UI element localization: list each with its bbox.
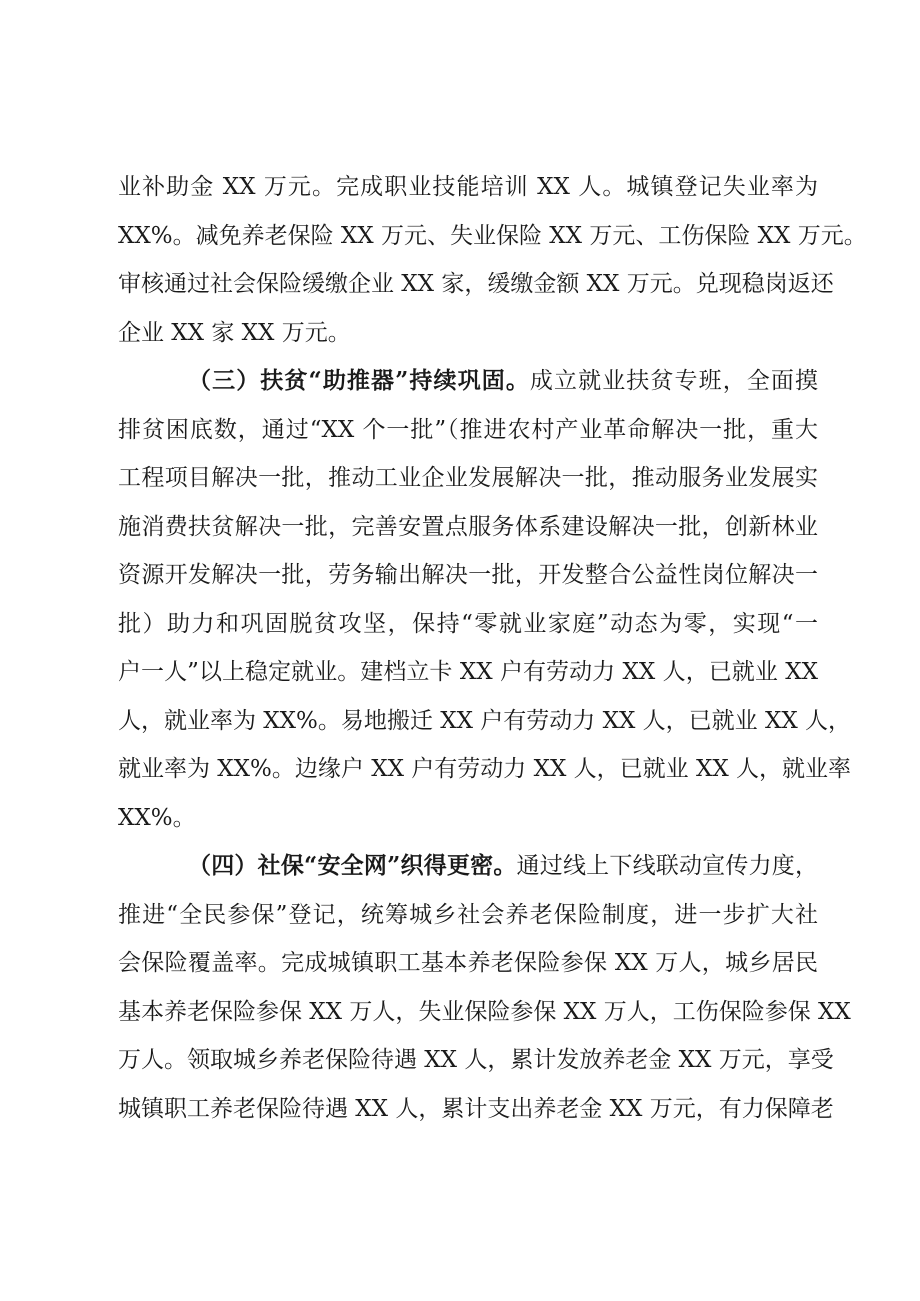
paragraph-2-line-9: 就业率为 XX%。边缘户 XX 户有劳动力 XX 人，已就业 XX 人，就业率 <box>118 756 852 782</box>
paragraph-3-line-5: 万人。领取城乡养老保险待遇 XX 人，累计发放养老金 XX 万元，享受 <box>118 1047 834 1073</box>
paragraph-2-first-line-text: 成立就业扶贫专班，全面摸 <box>529 368 818 394</box>
paragraph-2-line-3: 工程项目解决一批，推动工业企业发展解决一批，推动服务业发展实 <box>118 465 818 491</box>
paragraph-2-first-line <box>118 357 818 406</box>
paragraph-2-line-5: 资源开发解决一批，劳务输出解决一批，开发整合公益性岗位解决一 <box>118 562 818 588</box>
paragraph-3-line-2: 推进“全民参保”登记，统筹城乡社会养老保险制度，进一步扩大社 <box>118 901 818 928</box>
section-3-heading: （三）扶贫“助推器”持续巩固。 <box>188 367 530 394</box>
paragraph-3-first-line-text: 通过线上下线联动宣传力度， <box>516 853 819 879</box>
paragraph-3-line-3: 会保险覆盖率。完成城镇职工基本养老保险参保 XX 万人，城乡居民 <box>118 950 818 976</box>
paragraph-2-line-8: 人，就业率为 XX%。易地搬迁 XX 户有劳动力 XX 人，已就业 XX 人， <box>118 707 852 734</box>
paragraph-2-line-7: 户一人”以上稳定就业。建档立卡 XX 户有劳动力 XX 人，已就业 XX <box>118 659 818 685</box>
body-text <box>118 163 867 1133</box>
paragraph-1-line-1: 业补助金 XX 万元。完成职业技能培训 XX 人。城镇登记失业率为 <box>118 174 818 200</box>
paragraph-2-line-6: 批）助力和巩固脱贫攻坚，保持“零就业家庭”动态为零，实现“一 <box>118 610 818 637</box>
paragraph-3-line-4: 基本养老保险参保 XX 万人，失业保险参保 XX 万人，工伤保险参保 XX <box>118 998 851 1025</box>
paragraph-3-first-line <box>118 842 818 891</box>
paragraph-1-line-3: 审核通过社会保险缓缴企业 XX 家，缓缴金额 XX 万元。兑现稳岗返还 <box>118 271 834 297</box>
paragraph-3-line-6: 城镇职工养老保险待遇 XX 人，累计支出养老金 XX 万元，有力保障老 <box>118 1095 834 1122</box>
section-4-heading: （四）社保“安全网”织得更密。 <box>188 852 517 879</box>
paragraph-1-line-4: 企业 XX 家 XX 万元。 <box>118 319 351 346</box>
paragraph-1-line-2: XX%。减免养老保险 XX 万元、失业保险 XX 万元、工伤保险 XX 万元。 <box>118 222 867 249</box>
paragraph-2-line-10: XX%。 <box>118 804 196 831</box>
paragraph-2-line-4: 施消费扶贫解决一批，完善安置点服务体系建设解决一批，创新林业 <box>118 513 818 540</box>
paragraph-2-line-2: 排贫困底数，通过“XX 个一批”（推进农村产业革命解决一批，重大 <box>118 416 818 443</box>
